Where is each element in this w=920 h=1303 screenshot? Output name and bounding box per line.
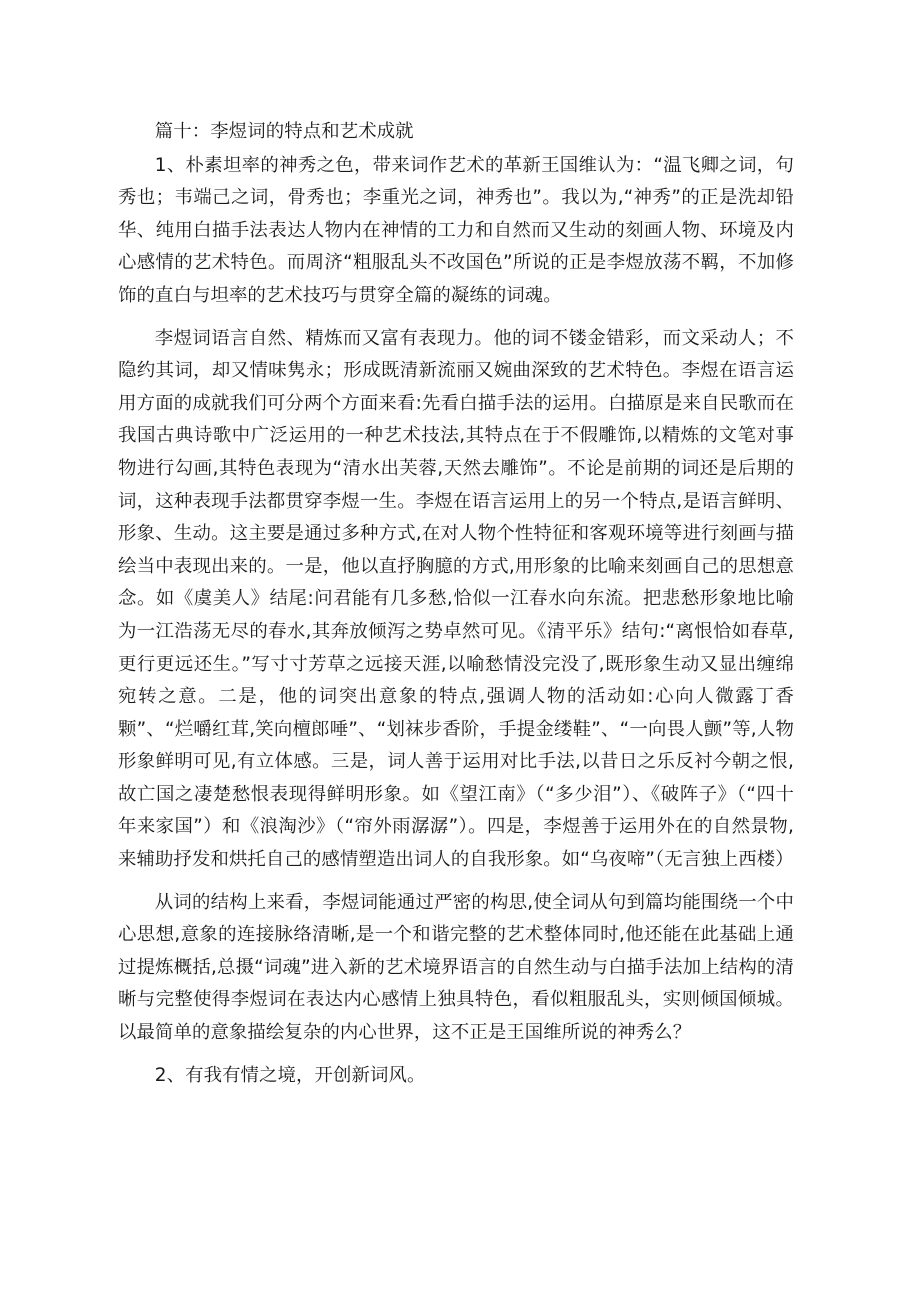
paragraph-4: 2、有我有情之境，开创新词风。 xyxy=(154,1064,426,1086)
document-body xyxy=(118,116,794,1092)
paragraph-3: 从词的结构上来看，李煜词能通过严密的构思,使全词从句到篇均能围绕一个中心思想,意象的连接脉络清晰,是一个和谐完整的艺术整体同时,他还能在此基础上通过提炼概括,总摄“词魂”进入新的艺术境界语言的自然生动与白描手法加上结构的清晰与完整使得李煜词在表达内心感情上独具特色，看似粗服乱头，实则倾国倾城。以最简单的意象描绘复杂的内心世界，这不正是王国维所说的神秀么？ xyxy=(118,891,794,1044)
section-title: 篇十：李煜词的特点和艺术成就 xyxy=(154,121,414,142)
paragraph-2: 李煜词语言自然、精炼而又富有表现力。他的词不镂金错彩，而文采动人；不隐约其词，却又情味隽永；形成既清新流丽又婉曲深致的艺术特色。李煜在语言运用方面的成就我们可分两个方面来看:先看白描手法的运用。白描原是来自民歌而在我国古典诗歌中广泛运用的一种艺术技法,其特点在于不假雕饰,以精炼的文笔对事物进行勾画,其特色表现为“清水出芙蓉,天然去雕饰”。不论是前期的词还是后期的词，这种表现手法都贯穿李煜一生。李煜在语言运用上的另一个特点,是语言鲜明、形象、生动。这主要是通过多种方式,在对人物个性特征和客观环境等进行刻画与描绘当中表现出来的。一是，他以直抒胸臆的方式,用形象的比喻来刻画自己的思想意念。如《虞美人》结尾:问君能有几多愁,恰似一江春水向东流。把悲愁形象地比喻为一江浩荡无尽的春水,其奔放倾泻之势卓然可见。《清平乐》结句:“离恨恰如春草,更行更远还生。”写寸寸芳草之远接天涯,以喻愁情没完没了,既形象生动又显出缠绵宛转之意。二是，他的词突出意象的特点,强调人物的活动如:心向人微露丁香颗”、“烂嚼红茸,笑向檀郎唾”、“划袜步香阶，手提金缕鞋”、“一向畏人颤”等,人物形象鲜明可见,有立体感。三是，词人善于运用对比手法,以昔日之乐反衬今朝之恨,故亡国之凄楚愁恨表现得鲜明形象。如《望江南》（“多少泪”）、《破阵子》（“四十年来家国”）和《浪淘沙》（“帘外雨潺潺”）。四是，李煜善于运用外在的自然景物,来辅助抒发和烘托自己的感情塑造出词人的自我形象。如“乌夜啼”（无言独上西楼） xyxy=(118,327,794,871)
paragraph-1: 1、朴素坦率的神秀之色，带来词作艺术的革新王国维认为：“温飞卿之词，句秀也；韦端己之词，骨秀也；李重光之词，神秀也”。我以为,“神秀”的正是洗却铅华、纯用白描手法表达人物内在神情的工力和自然而又生动的刻画人物、环境及内心感情的艺术特色。而周济“粗服乱头不改国色”所说的正是李煜放荡不羁，不加修饰的直白与坦率的艺术技巧与贯穿全篇的凝练的词魂。 xyxy=(118,154,794,306)
